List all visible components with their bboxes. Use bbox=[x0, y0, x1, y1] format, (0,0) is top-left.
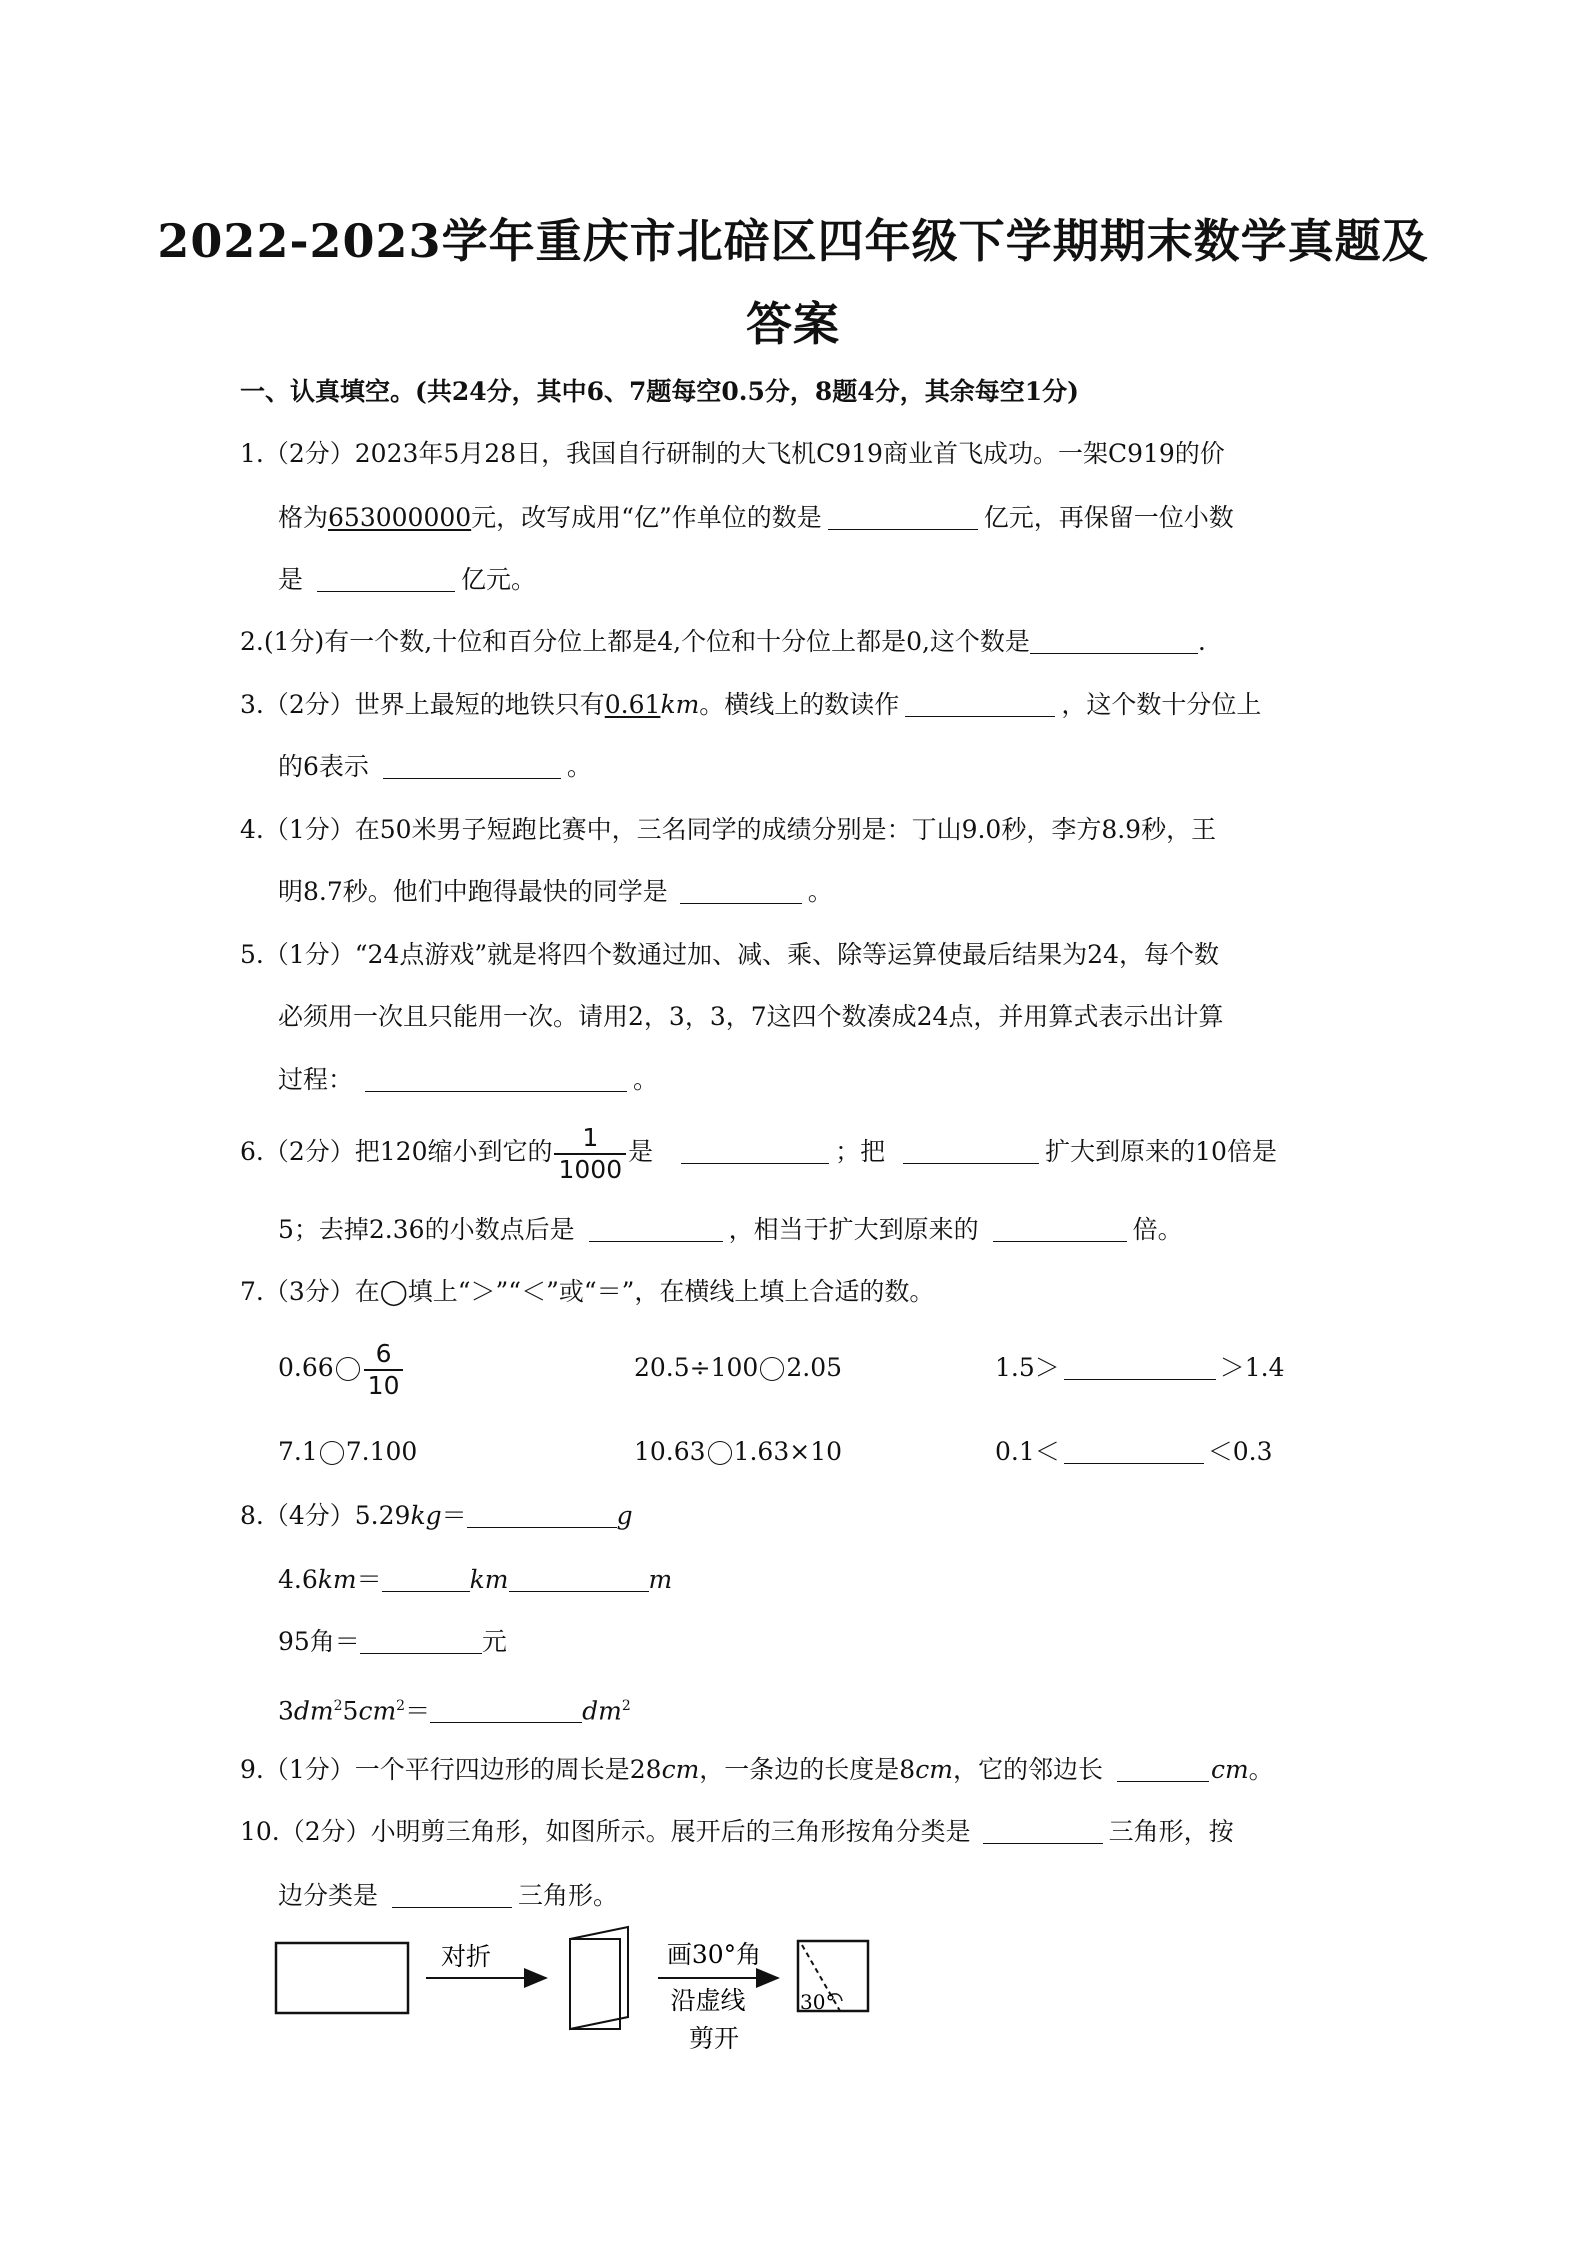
q7-compare-circle-1[interactable] bbox=[336, 1357, 360, 1381]
q4-text: 明8.7秒。他们中跑得最快的同学是 bbox=[278, 877, 668, 906]
page-title-line2: 答案 bbox=[746, 297, 840, 351]
q7-r1c2 bbox=[634, 1352, 842, 1384]
q6-blank-4[interactable] bbox=[993, 1215, 1127, 1242]
q8-text: ＝ bbox=[356, 1565, 382, 1594]
q3-unit: km bbox=[660, 690, 700, 719]
q7-r1c3 bbox=[995, 1352, 1285, 1384]
q9-unit: cm bbox=[915, 1755, 953, 1784]
q8-text: ＝ bbox=[405, 1696, 431, 1726]
q5-line3 bbox=[278, 1064, 658, 1096]
q8-exponent: 2 bbox=[621, 1698, 631, 1714]
q3-text: 。 bbox=[566, 752, 592, 781]
q8-line4 bbox=[278, 1690, 631, 1727]
q3-number: 0.61 bbox=[604, 690, 661, 719]
q9-line bbox=[240, 1754, 1274, 1786]
q6-text: 扩大到原来的10倍是 bbox=[1045, 1137, 1277, 1166]
q8-unit: g bbox=[616, 1501, 633, 1530]
q7-blank-2[interactable] bbox=[1064, 1437, 1204, 1464]
angle-label: 30° bbox=[800, 1990, 836, 2014]
q9-unit: cm bbox=[661, 1755, 700, 1784]
paper-cutting-figure bbox=[270, 1925, 890, 2075]
step1-label: 对折 bbox=[440, 1942, 492, 1971]
q1-text: 元，改写成用“亿”作单位的数是 bbox=[471, 503, 822, 532]
q8-blank-4[interactable] bbox=[360, 1627, 482, 1654]
q5-text: 。 bbox=[633, 1065, 659, 1094]
q9-text: 。 bbox=[1248, 1755, 1274, 1784]
q1-text: 是 bbox=[278, 565, 304, 594]
q6-fraction-numerator: 1 bbox=[582, 1122, 599, 1152]
q5-line1: 5.（1分）“24点游戏”就是将四个数通过加、减、乘、除等运算使最后结果为24，每个数 bbox=[240, 940, 1219, 969]
q8-unit: km bbox=[469, 1565, 509, 1594]
q1-blank-1[interactable] bbox=[828, 503, 978, 530]
q5-line2: 必须用一次且只能用一次。请用2，3，3，7这四个数凑成24点，并用算式表示出计算 bbox=[278, 1002, 1224, 1031]
q1-text: 格为 bbox=[278, 503, 329, 532]
q8-blank-5[interactable] bbox=[430, 1696, 582, 1723]
q3-blank-1[interactable] bbox=[905, 690, 1055, 717]
q5-text: 过程： bbox=[278, 1065, 354, 1094]
q2-line bbox=[240, 626, 1206, 658]
q1-line2 bbox=[278, 502, 1234, 534]
q8-exponent: 2 bbox=[333, 1698, 343, 1714]
q9-unit: cm bbox=[1210, 1755, 1249, 1784]
q7-compare-circle-2[interactable] bbox=[760, 1357, 784, 1381]
q7-compare-circle-3[interactable] bbox=[320, 1441, 344, 1465]
q3-text: 。横线上的数读作 bbox=[699, 690, 900, 719]
folded-paper-shape bbox=[570, 1927, 628, 2029]
q8-text: 95角＝ bbox=[278, 1627, 360, 1656]
q10-line1 bbox=[240, 1816, 1234, 1848]
page-title-line1: 2022-2023学年重庆市北碚区四年级下学期期末数学真题及 bbox=[157, 214, 1429, 268]
q8-unit: kg bbox=[410, 1501, 442, 1530]
q8-unit: dm bbox=[582, 1696, 622, 1726]
q6-line1 bbox=[240, 1120, 1277, 1185]
q7-fraction-denominator: 10 bbox=[364, 1369, 404, 1401]
q9-text: ，它的邻边长 bbox=[952, 1755, 1103, 1784]
q10-blank-1[interactable] bbox=[983, 1817, 1103, 1844]
q9-text: ，一条边的长度是8 bbox=[699, 1755, 916, 1784]
q7-r1c1 bbox=[278, 1336, 405, 1401]
q7-text: 1.5＞ bbox=[995, 1353, 1060, 1382]
q6-fraction-denominator: 1000 bbox=[554, 1153, 626, 1185]
q7-heading: 7.（3分）在◯填上“＞”“＜”或“＝”，在横线上填上合适的数。 bbox=[240, 1277, 935, 1306]
q7-text: 0.66 bbox=[278, 1353, 334, 1382]
q1-text: 亿元，再保留一位小数 bbox=[983, 503, 1234, 532]
q2-blank[interactable] bbox=[1030, 627, 1198, 654]
q8-text: 3 bbox=[278, 1696, 294, 1726]
q3-line1 bbox=[240, 689, 1261, 721]
q6-text: ，相当于扩大到原来的 bbox=[728, 1215, 979, 1244]
q8-unit: dm bbox=[293, 1696, 334, 1726]
q8-text: 5 bbox=[342, 1696, 359, 1726]
q7-text: 10.63 bbox=[634, 1437, 706, 1466]
q2-text: 2.(1分)有一个数,十位和百分位上都是4,个位和十分位上都是0,这个数是 bbox=[240, 627, 1030, 656]
q8-blank-1[interactable] bbox=[467, 1501, 617, 1528]
q7-text: 1.63×10 bbox=[733, 1437, 843, 1466]
q6-blank-3[interactable] bbox=[589, 1215, 723, 1242]
q7-r2c2 bbox=[634, 1436, 842, 1468]
q4-text: 。 bbox=[807, 877, 833, 906]
q7-r2c3 bbox=[995, 1436, 1273, 1468]
q4-line1: 4.（1分）在50米男子短跑比赛中，三名同学的成绩分别是：丁山9.0秒，李方8.9秒，王 bbox=[240, 815, 1217, 844]
q6-text: ；把 bbox=[835, 1137, 886, 1166]
q6-text: 5；去掉2.36的小数点后是 bbox=[278, 1215, 575, 1244]
step2-label-line2: 沿虚线 bbox=[670, 1986, 746, 2015]
q2-text: . bbox=[1197, 627, 1206, 656]
q6-text: 是 bbox=[628, 1137, 654, 1166]
q7-compare-circle-4[interactable] bbox=[708, 1441, 732, 1465]
rectangle-paper-shape bbox=[276, 1943, 408, 2013]
q8-exponent: 2 bbox=[396, 1698, 406, 1714]
q5-blank[interactable] bbox=[365, 1065, 627, 1092]
q8-text: 元 bbox=[481, 1627, 507, 1656]
q8-line2 bbox=[278, 1564, 672, 1596]
q1-price: 653000000 bbox=[328, 503, 472, 532]
q6-text: 6.（2分）把120缩小到它的 bbox=[240, 1137, 553, 1166]
q3-text: 3.（2分）世界上最短的地铁只有 bbox=[240, 690, 605, 719]
q6-line2 bbox=[278, 1214, 1183, 1246]
q8-line3 bbox=[278, 1626, 507, 1658]
q7-blank-1[interactable] bbox=[1064, 1353, 1216, 1380]
q10-text: 三角形。 bbox=[518, 1881, 619, 1910]
q6-fraction bbox=[554, 1123, 626, 1185]
q8-text: ＝ bbox=[441, 1501, 467, 1530]
step2-label-line1: 画30°角 bbox=[666, 1940, 762, 1969]
q7-text: 7.1 bbox=[278, 1437, 318, 1466]
q7-text: ＞1.4 bbox=[1219, 1353, 1285, 1382]
q4-blank[interactable] bbox=[680, 877, 802, 904]
section-heading: 一、认真填空。(共24分，其中6、7题每空0.5分，8题4分，其余每空1分) bbox=[240, 377, 1079, 406]
q10-text: 10.（2分）小明剪三角形，如图所示。展开后的三角形按角分类是 bbox=[240, 1817, 971, 1846]
q8-text: 8.（4分）5.29 bbox=[240, 1501, 411, 1530]
q4-line2 bbox=[278, 876, 833, 908]
q1-line3 bbox=[278, 564, 536, 596]
q7-text: ＜0.3 bbox=[1207, 1437, 1273, 1466]
q7-fraction bbox=[364, 1339, 404, 1401]
q8-unit: m bbox=[648, 1565, 673, 1594]
q7-text: 20.5÷100 bbox=[634, 1353, 759, 1382]
q3-text: ，这个数十分位上 bbox=[1061, 690, 1262, 719]
q10-text: 边分类是 bbox=[278, 1881, 379, 1910]
q3-blank-2[interactable] bbox=[383, 752, 561, 779]
q8-blank-3[interactable] bbox=[509, 1565, 649, 1592]
q8-unit: cm bbox=[358, 1696, 397, 1726]
q1-blank-2[interactable] bbox=[317, 565, 455, 592]
q10-text: 三角形，按 bbox=[1108, 1817, 1234, 1846]
q9-text: 9.（1分）一个平行四边形的周长是28 bbox=[240, 1755, 662, 1784]
step2-label-line3: 剪开 bbox=[688, 2024, 740, 2053]
q6-blank-2[interactable] bbox=[903, 1137, 1039, 1164]
q8-text: 4.6 bbox=[278, 1565, 318, 1594]
q10-line2 bbox=[278, 1880, 618, 1912]
q7-text: 2.05 bbox=[786, 1353, 843, 1382]
q7-fraction-numerator: 6 bbox=[375, 1338, 392, 1368]
q9-blank[interactable] bbox=[1117, 1755, 1209, 1782]
q7-r2c1 bbox=[278, 1436, 417, 1468]
q10-blank-2[interactable] bbox=[392, 1881, 512, 1908]
q6-blank-1[interactable] bbox=[681, 1137, 829, 1164]
q1-line1: 1.（2分）2023年5月28日，我国自行研制的大飞机C919商业首飞成功。一架C919的价 bbox=[240, 439, 1225, 468]
q8-line1 bbox=[240, 1500, 633, 1532]
q1-text: 亿元。 bbox=[461, 565, 537, 594]
q8-blank-2[interactable] bbox=[382, 1565, 470, 1592]
q6-text: 倍。 bbox=[1132, 1215, 1183, 1244]
q3-line2 bbox=[278, 751, 592, 783]
q7-text: 0.1＜ bbox=[995, 1437, 1060, 1466]
q3-text: 的6表示 bbox=[278, 752, 369, 781]
q8-unit: km bbox=[317, 1565, 357, 1594]
q7-text: 7.100 bbox=[345, 1437, 418, 1466]
